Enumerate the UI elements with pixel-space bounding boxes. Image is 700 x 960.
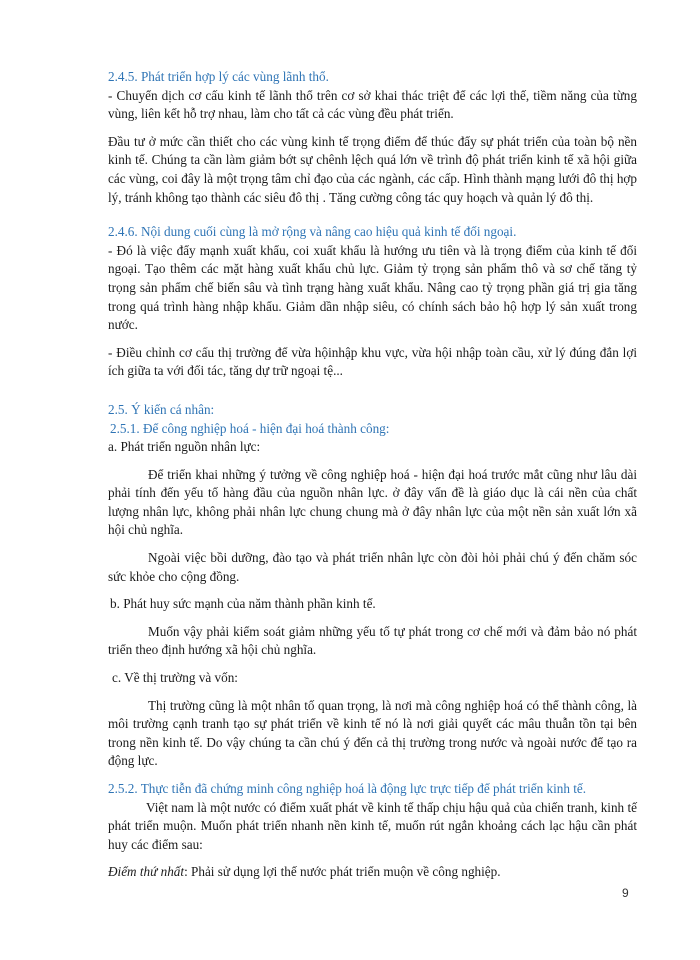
paragraph-c-1: Thị trường cũng là một nhân tố quan trọng, là nơi mà công nghiệp hoá có thể thành công, là môi trường cạnh tranh tạo sự phát triển về kinh tế nó là nơi giải quyết các mâu thuẫn tồn tại bên trong nền kinh tế. Do vậy chúng ta cần chú ý đến cả thị trường trong nước và ngoài nước để tạo ra động lực. <box>108 697 637 769</box>
paragraph-a-2: Ngoài việc bồi dưỡng, đào tạo và phát triển nhân lực còn đòi hỏi phải chú ý đến chăm sóc sức khỏe cho cộng đồng. <box>108 550 637 584</box>
heading-2-4-6: 2.4.6. Nội dung cuối cùng là mở rộng và nâng cao hiệu quả kinh tế đối ngoại. <box>108 224 517 240</box>
paragraph-2-4-5-1: - Chuyển dịch cơ cấu kinh tế lãnh thổ trên cơ sở khai thác triệt để các lợi thế, tiềm năng của từng vùng, liên kết hỗ trợ nhau, làm cho tất cả các vùng đều phát triển. <box>108 87 637 122</box>
point-text: : Phải sử dụng lợi thế nước phát triển muộn về công nghiệp. <box>184 864 501 880</box>
label-a: a. Phát triển nguồn nhân lực: <box>108 439 261 455</box>
page-number: 9 <box>622 886 629 900</box>
heading-2-5-1: 2.5.1. Để công nghiệp hoá - hiện đại hoá thành công: <box>110 420 390 436</box>
paragraph-b-1: Muốn vậy phải kiểm soát giảm những yếu tố tự phát trong cơ chế mới và đảm bảo nó phát triển theo định hướng xã hội chủ nghĩa. <box>108 623 637 658</box>
paragraph-2-4-6-2: - Điều chỉnh cơ cấu thị trường để vừa hộinhập khu vực, vừa hội nhập toàn cầu, xử lý đúng đắn lợi ích giữa ta với đối tác, tăng dự trữ ngoại tệ... <box>108 344 637 379</box>
paragraph-2-5-2-1: Việt nam là một nước có điểm xuất phát về kinh tế thấp chịu hậu quả của chiến tranh, kinh tế phát triển muộn. Muốn phát triển nhanh nền kinh tế, muốn rút ngắn khoảng cách lạc hậu cần phát huy các điểm sau: <box>108 799 637 852</box>
paragraph-a-1: Để triển khai những ý tưởng về công nghiệp hoá - hiện đại hoá trước mắt cũng như lâu dài phải tính đến yếu tố hàng đầu của nguồn nhân lực. ở đây vấn đề là giáo dục là cái nền của chất lượng nhân lực, không phải nhân lực chung chung mà ở đây nhân lực của một nền sản xuất lớn xã hội chủ nghĩa. <box>108 466 637 538</box>
document-page <box>108 68 637 882</box>
paragraph-2-4-5-2: Đầu tư ở mức cần thiết cho các vùng kinh tế trọng điểm để thúc đẩy sự phát triển của toàn bộ nền kinh tế. Chúng ta cần làm giảm bớt sự chênh lệch quá lớn về trình độ phát triển kinh tế xã hội giữa các vùng, coi đây là một trọng tâm chỉ đạo của các ngành, các cấp. Hình thành mạng lưới đô thị hợp lý, tránh không tạo thành các siêu đô thị . Tăng cường công tác quy hoạch và quản lý đô thị. <box>108 133 637 205</box>
heading-2-4-5: 2.4.5. Phát triển hợp lý các vùng lãnh thổ. <box>108 69 329 84</box>
heading-2-5: 2.5. Ý kiến cá nhân: <box>108 401 215 417</box>
point-label: Điểm thứ nhất <box>108 864 185 880</box>
heading-2-5-2: 2.5.2. Thực tiễn đã chứng minh công nghiệp hoá là động lực trực tiếp để phát triển kinh tế. <box>108 781 587 796</box>
label-b: b. Phát huy sức mạnh của năm thành phần kinh tế. <box>110 596 376 612</box>
paragraph-2-4-6-1: - Đó là việc đẩy mạnh xuất khẩu, coi xuất khẩu là hướng ưu tiên và là trọng điểm của kinh tế đối ngoại. Tạo thêm các mặt hàng xuất khẩu chủ lực. Giảm tỷ trọng sản phẩm thô và sơ chế tăng tỷ trọng sản phẩm chế biến sâu và tình trạng hàng xuất khẩu. Nâng cao tỷ trọng phần giá trị gia tăng trong quá trình hàng nhập khẩu. Giảm dần nhập siêu, có chính sách bảo hộ hợp lý sản xuất trong nước. <box>108 242 637 333</box>
label-c: c. Về thị trường và vốn: <box>112 670 238 686</box>
paragraph-2-5-2-2 <box>108 863 637 882</box>
